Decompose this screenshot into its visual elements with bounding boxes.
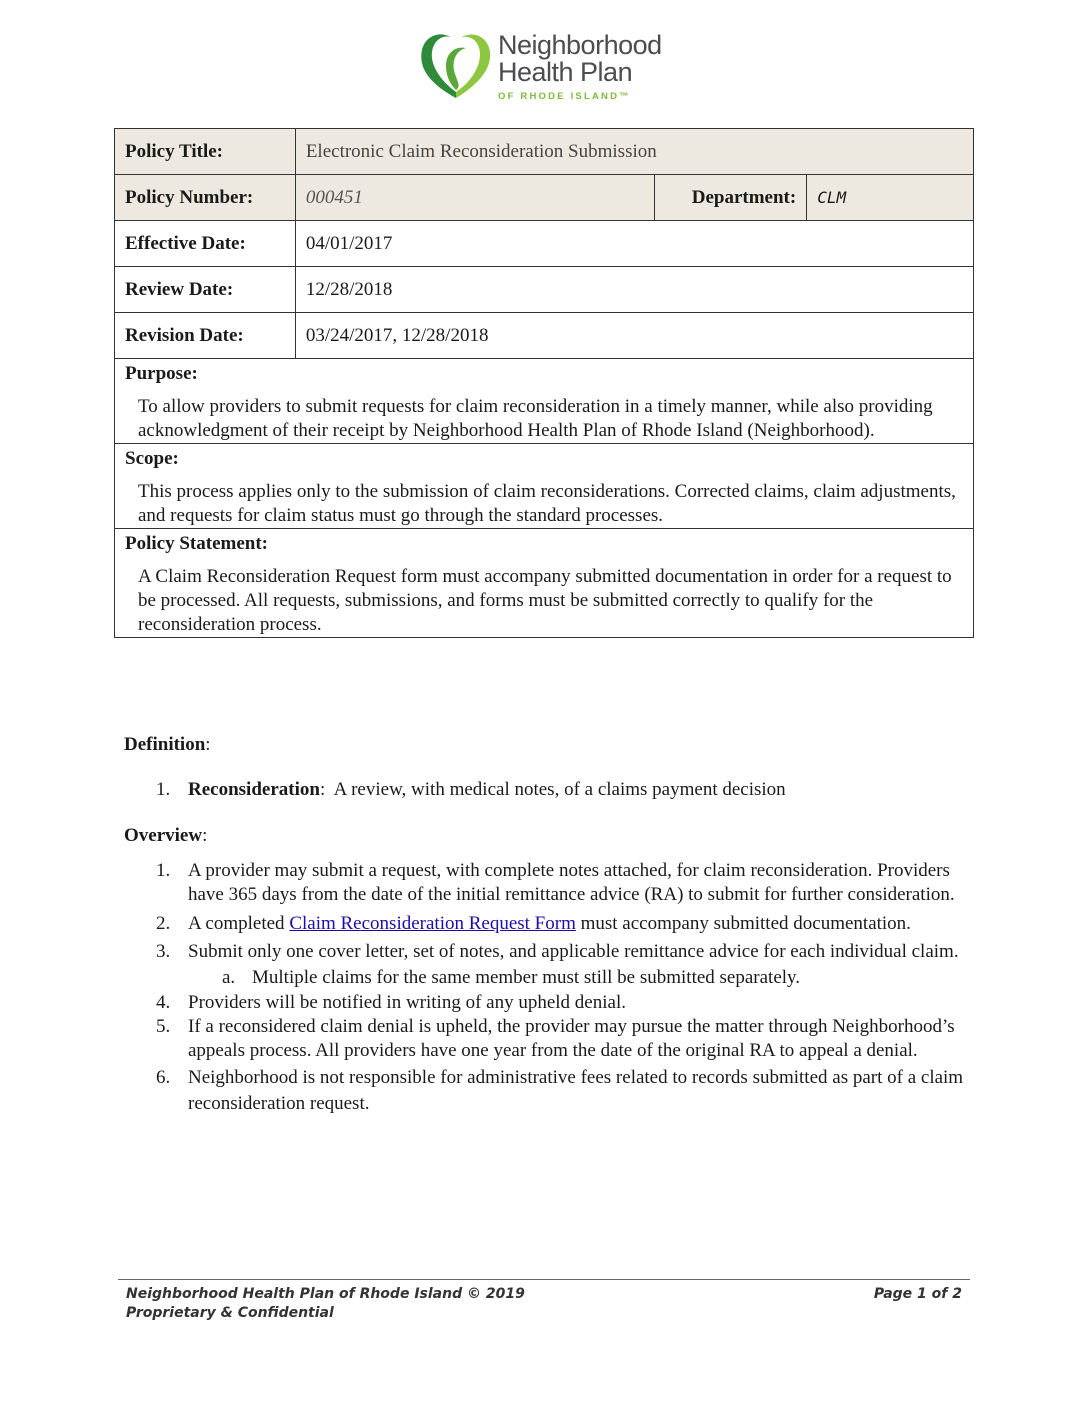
footer-confidential: Proprietary & Confidential <box>126 1305 334 1321</box>
policy-number-row <box>115 175 974 221</box>
overview-subitem-letter: a. <box>222 967 236 988</box>
overview-item-text: Providers will be notified in writing of any upheld denial. <box>188 992 626 1013</box>
scope-heading: Scope: <box>125 448 179 469</box>
policy-statement-text: A Claim Reconsideration Request form must accompany submitted documentation in order for a request to be processed. All requests, submissions, and forms must be submitted correctly to qualify for the reconsideration process. <box>138 566 952 635</box>
effective-date-label: Effective Date: <box>115 221 296 267</box>
overview-heading-text: Overview <box>124 825 203 846</box>
overview-item-text: A provider may submit a request, with complete notes attached, for claim reconsideration. Providers have 365 days from the date of the initial remittance advice (RA) to submit for further consideration. <box>188 860 955 905</box>
review-date-value: 12/28/2018 <box>295 267 973 313</box>
definition-heading-text: Definition <box>124 734 206 755</box>
logo-line-1: Neighborhood <box>498 30 662 60</box>
definition-text: A review, with medical notes, of a claims payment decision <box>325 779 786 800</box>
policy-title-label: Policy Title: <box>115 129 296 175</box>
department-label: Department: <box>655 175 807 221</box>
overview-item-3 <box>124 939 969 965</box>
footer-page-number: Page 1 of 2 <box>873 1286 962 1302</box>
purpose-row <box>115 359 974 444</box>
overview-list <box>124 859 969 1117</box>
overview-item-number: 3. <box>156 941 171 962</box>
heart-leaf-logo-icon <box>416 26 496 104</box>
policy-number-value: 000451 <box>295 175 654 221</box>
page-footer <box>126 1285 962 1323</box>
overview-item-number: 4. <box>156 992 171 1013</box>
definition-term: Reconsideration <box>188 779 320 800</box>
definition-heading <box>124 733 969 757</box>
purpose-heading: Purpose: <box>125 363 198 384</box>
overview-heading-colon: : <box>202 825 208 846</box>
overview-item-5 <box>124 1015 969 1063</box>
overview-item-6 <box>124 1065 969 1117</box>
effective-date-row <box>115 221 974 267</box>
overview-item-text: Submit only one cover letter, set of notes, and applicable remittance advice for each individual claim. <box>188 941 959 962</box>
footer-divider <box>118 1279 970 1280</box>
overview-subitem-text: Multiple claims for the same member must still be submitted separately. <box>252 967 801 988</box>
footer-copyright: Neighborhood Health Plan of Rhode Island © 2019 <box>126 1286 525 1302</box>
overview-item-text: If a reconsidered claim denial is upheld, the provider may pursue the matter through Neighborhood’s appeals process. All providers have one year from the date of the original RA to appeal a denial. <box>188 1016 955 1061</box>
overview-item-4 <box>124 991 969 1015</box>
review-date-label: Review Date: <box>115 267 296 313</box>
revision-date-value: 03/24/2017, 12/28/2018 <box>295 313 973 359</box>
definition-item <box>124 778 969 802</box>
policy-title-row <box>115 129 974 175</box>
document-body <box>124 733 969 1117</box>
overview-item-number: 6. <box>156 1067 171 1088</box>
logo-line-3: OF RHODE ISLAND™ <box>498 91 631 102</box>
definition-term-colon: : <box>319 779 326 800</box>
policy-statement-row <box>115 529 974 638</box>
purpose-section <box>115 359 974 444</box>
policy-statement-heading: Policy Statement: <box>125 533 268 554</box>
revision-date-label: Revision Date: <box>115 313 296 359</box>
review-date-row <box>115 267 974 313</box>
scope-section <box>115 444 974 529</box>
policy-statement-section <box>115 529 974 638</box>
overview-item-text: Neighborhood is not responsible for administrative fees related to records submitted as part of a claim reconsideration request. <box>188 1067 964 1114</box>
overview-item-2 <box>124 911 969 937</box>
overview-item-number: 5. <box>156 1016 171 1037</box>
scope-row <box>115 444 974 529</box>
policy-title-value: Electronic Claim Reconsideration Submission <box>295 129 973 175</box>
claim-reconsideration-form-link[interactable]: Claim Reconsideration Request Form <box>289 913 576 934</box>
overview-item-number: 1. <box>156 860 171 881</box>
definition-item-number: 1. <box>156 779 171 800</box>
overview-item-1 <box>124 859 969 907</box>
overview-subitem-3a <box>124 965 969 991</box>
definition-list <box>124 778 969 802</box>
definition-heading-colon: : <box>205 734 211 755</box>
overview-heading <box>124 824 969 848</box>
overview-item-text-before: A completed <box>188 913 290 934</box>
logo-wordmark <box>498 32 662 102</box>
policy-number-label: Policy Number: <box>115 175 296 221</box>
revision-date-row <box>115 313 974 359</box>
overview-item-number: 2. <box>156 913 171 934</box>
company-logo <box>416 26 678 106</box>
scope-text: This process applies only to the submission of claim reconsiderations. Corrected claims, claim adjustments, and requests for claim status must go through the standard processes. <box>138 481 956 526</box>
department-value: CLM <box>807 175 974 221</box>
overview-item-text-after: must accompany submitted documentation. <box>575 913 911 934</box>
purpose-text: To allow providers to submit requests for claim reconsideration in a timely manner, while also providing acknowledgment of their receipt by Neighborhood Health Plan of Rhode Island (Neighborhood). <box>138 396 933 441</box>
policy-info-table <box>114 128 974 638</box>
effective-date-value: 04/01/2017 <box>295 221 973 267</box>
logo-line-2: Health Plan <box>498 57 633 87</box>
